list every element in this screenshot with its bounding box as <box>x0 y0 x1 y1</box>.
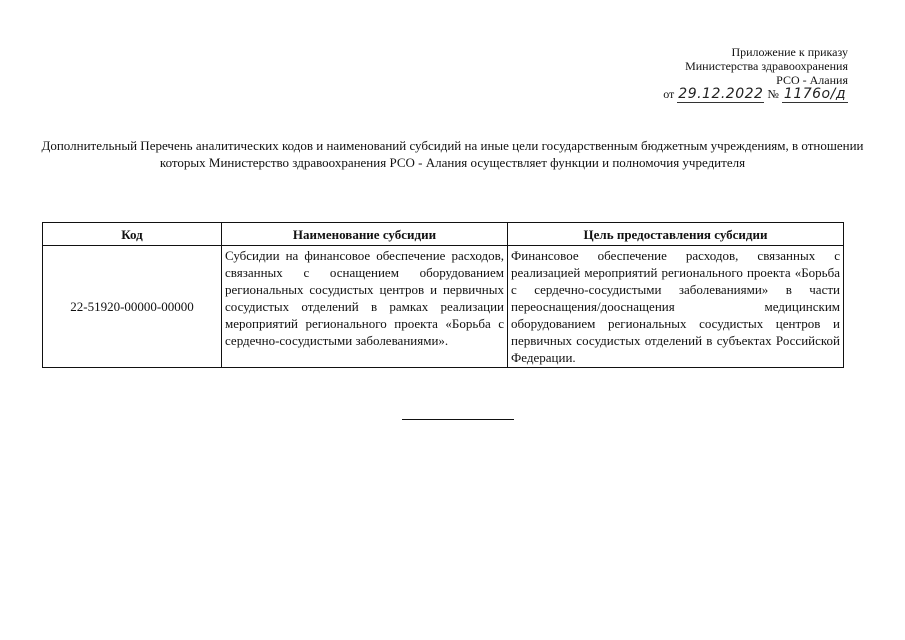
table-header-row <box>43 223 844 246</box>
appendix-line-3: РСО - Алания <box>776 73 848 87</box>
order-number-label: № <box>767 87 779 101</box>
cell-goal: Финансовое обеспечение расходов, связанных с реализацией мероприятий регионального проекта «Борьба с сердечно-сосудистыми заболеваниями» в части переоснащения/дооснащения медицинским оборудованием региональных сосудистых центров и первичных сосудистых отделений в субъектах Российской Федерации. <box>508 246 844 368</box>
appendix-line-1: Приложение к приказу <box>731 45 848 59</box>
table-row <box>43 246 844 368</box>
end-divider <box>402 419 514 420</box>
header-code: Код <box>43 223 222 246</box>
document-title: Дополнительный Перечень аналитических кодов и наименований субсидий на иные цели государственным бюджетным учреждениям, в отношении которых Министерство здравоохранения РСО - Алания осуществляет функции и полномочия учредителя <box>41 138 864 170</box>
subsidies-table <box>42 222 844 368</box>
order-from-label: от <box>663 87 675 101</box>
order-reference <box>663 87 848 101</box>
order-number: 1176о/д <box>783 86 846 102</box>
header-goal: Цель предоставления субсидии <box>508 223 844 246</box>
cell-code: 22-51920-00000-00000 <box>43 246 222 368</box>
order-date: 29.12.2022 <box>678 86 764 102</box>
appendix-header <box>663 45 848 101</box>
cell-name: Субсидии на финансовое обеспечение расходов, связанных с оснащением оборудованием региональных сосудистых центров и первичных сосудистых отделений в рамках реализации мероприятий регионального проекта «Борьба с сердечно-сосудистыми заболеваниями». <box>222 246 508 368</box>
header-name: Наименование субсидии <box>222 223 508 246</box>
appendix-line-2: Министерства здравоохранения <box>685 59 848 73</box>
